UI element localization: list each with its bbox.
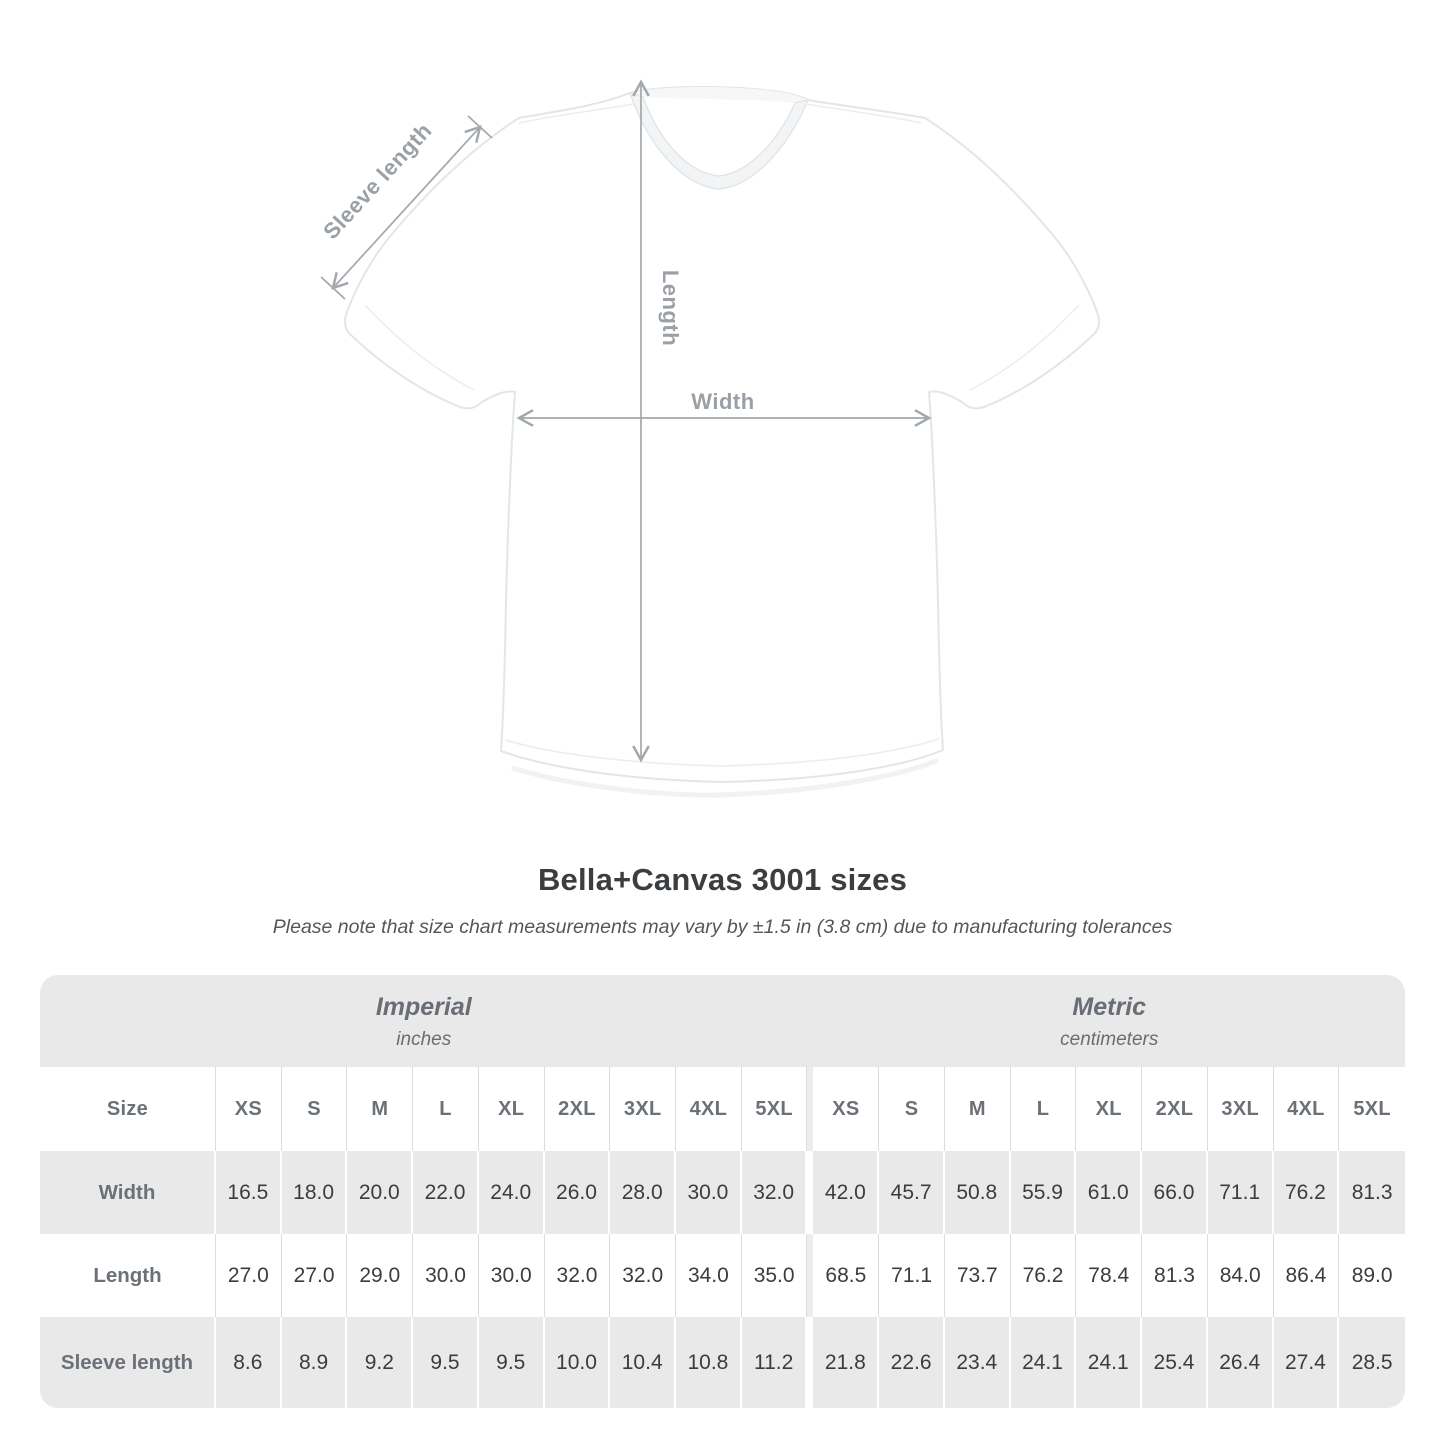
value-cell: 10.4 <box>610 1317 676 1408</box>
value-cell: 81.3 <box>1142 1234 1208 1317</box>
value-cell: 10.0 <box>545 1317 611 1408</box>
metric-title: Metric <box>1072 993 1147 1021</box>
table-row <box>40 1151 1405 1234</box>
value-cell: 8.9 <box>282 1317 348 1408</box>
metric-section-header <box>814 975 1406 1067</box>
value-cell: 8.6 <box>216 1317 282 1408</box>
size-header-cell: XL <box>1076 1067 1142 1151</box>
value-cell: 30.0 <box>676 1151 742 1234</box>
sleeve-length-label: Sleeve length <box>318 117 437 245</box>
value-cell: 34.0 <box>676 1234 742 1317</box>
length-label: Length <box>658 269 683 347</box>
value-cell: 42.0 <box>813 1151 879 1234</box>
value-cell: 61.0 <box>1076 1151 1142 1234</box>
row-label-cell: Sleeve length <box>40 1317 216 1408</box>
value-cell: 76.2 <box>1274 1151 1340 1234</box>
value-cell: 68.5 <box>813 1234 879 1317</box>
page-title: Bella+Canvas 3001 sizes <box>537 862 908 897</box>
value-cell: 27.0 <box>216 1234 282 1317</box>
value-cell: 20.0 <box>347 1151 413 1234</box>
size-column-header: Size <box>40 1067 216 1151</box>
size-header-cell: S <box>879 1067 945 1151</box>
size-header-cell: M <box>945 1067 1011 1151</box>
size-header-cell: XS <box>216 1067 282 1151</box>
row-label-cell: Length <box>40 1234 216 1317</box>
value-cell: 9.2 <box>347 1317 413 1408</box>
value-cell: 28.5 <box>1351 1350 1393 1374</box>
value-cell: 24.0 <box>479 1151 545 1234</box>
table-row <box>40 1317 1405 1408</box>
value-cell: 66.0 <box>1142 1151 1208 1234</box>
metric-unit: centimeters <box>1060 1029 1159 1050</box>
value-cell: 25.4 <box>1142 1317 1208 1408</box>
width-label: Width <box>691 389 755 414</box>
value-cell: 24.1 <box>1011 1317 1077 1408</box>
size-header-cell: XS <box>813 1067 879 1151</box>
value-cell: 81.3 <box>1351 1180 1393 1204</box>
value-cell: 32.0 <box>610 1234 676 1317</box>
unit-band <box>40 975 1405 1067</box>
size-header-cell: M <box>347 1067 413 1151</box>
value-cell: 30.0 <box>413 1234 479 1317</box>
value-cell: 21.8 <box>813 1317 879 1408</box>
size-header-cell: S <box>282 1067 348 1151</box>
value-cell: 32.0 <box>742 1151 808 1234</box>
size-header-cell: 2XL <box>545 1067 611 1151</box>
value-cell: 22.6 <box>879 1317 945 1408</box>
value-cell: 78.4 <box>1076 1234 1142 1317</box>
value-cell: 89.0 <box>1351 1263 1393 1287</box>
value-cell: 24.1 <box>1076 1317 1142 1408</box>
tshirt-outline <box>345 87 1099 795</box>
value-cell: 71.1 <box>879 1234 945 1317</box>
value-cell: 9.5 <box>479 1317 545 1408</box>
value-cell: 26.0 <box>545 1151 611 1234</box>
size-header-cell: L <box>1011 1067 1077 1151</box>
size-header-cell: L <box>413 1067 479 1151</box>
imperial-title: Imperial <box>375 993 472 1021</box>
value-cell: 23.4 <box>945 1317 1011 1408</box>
size-header-cell: 3XL <box>610 1067 676 1151</box>
size-header-cell: 4XL <box>1274 1067 1340 1151</box>
value-cell: 11.2 <box>742 1317 808 1408</box>
imperial-section-header <box>40 975 808 1067</box>
size-header-cell: 5XL <box>742 1067 808 1151</box>
value-cell: 55.9 <box>1011 1151 1077 1234</box>
row-label-cell: Width <box>40 1151 216 1234</box>
table-row <box>40 1234 1405 1317</box>
value-cell: 84.0 <box>1208 1234 1274 1317</box>
value-cell: 76.2 <box>1011 1234 1077 1317</box>
value-cell: 30.0 <box>479 1234 545 1317</box>
value-cell: 28.0 <box>610 1151 676 1234</box>
size-header-cell: 5XL <box>1353 1097 1391 1120</box>
size-table <box>40 975 1405 1408</box>
value-cell: 50.8 <box>945 1151 1011 1234</box>
size-header-cell: 3XL <box>1208 1067 1274 1151</box>
value-cell: 35.0 <box>742 1234 808 1317</box>
value-cell: 27.0 <box>282 1234 348 1317</box>
size-header-cell: 4XL <box>676 1067 742 1151</box>
value-cell: 22.0 <box>413 1151 479 1234</box>
value-cell: 18.0 <box>282 1151 348 1234</box>
tolerance-note: Please note that size chart measurements may vary by ±1.5 in (3.8 cm) due to manufacturing tolerances <box>272 916 1173 938</box>
value-cell: 9.5 <box>413 1317 479 1408</box>
value-cell: 32.0 <box>545 1234 611 1317</box>
value-cell: 29.0 <box>347 1234 413 1317</box>
value-cell: 16.5 <box>216 1151 282 1234</box>
value-cell: 86.4 <box>1274 1234 1340 1317</box>
value-cell: 27.4 <box>1274 1317 1340 1408</box>
value-cell: 73.7 <box>945 1234 1011 1317</box>
size-header-cell: 2XL <box>1142 1067 1208 1151</box>
value-cell: 71.1 <box>1208 1151 1274 1234</box>
imperial-unit: inches <box>396 1029 452 1050</box>
table-row <box>40 1067 1405 1151</box>
size-header-cell: XL <box>479 1067 545 1151</box>
value-cell: 10.8 <box>676 1317 742 1408</box>
value-cell: 45.7 <box>879 1151 945 1234</box>
value-cell: 26.4 <box>1208 1317 1274 1408</box>
